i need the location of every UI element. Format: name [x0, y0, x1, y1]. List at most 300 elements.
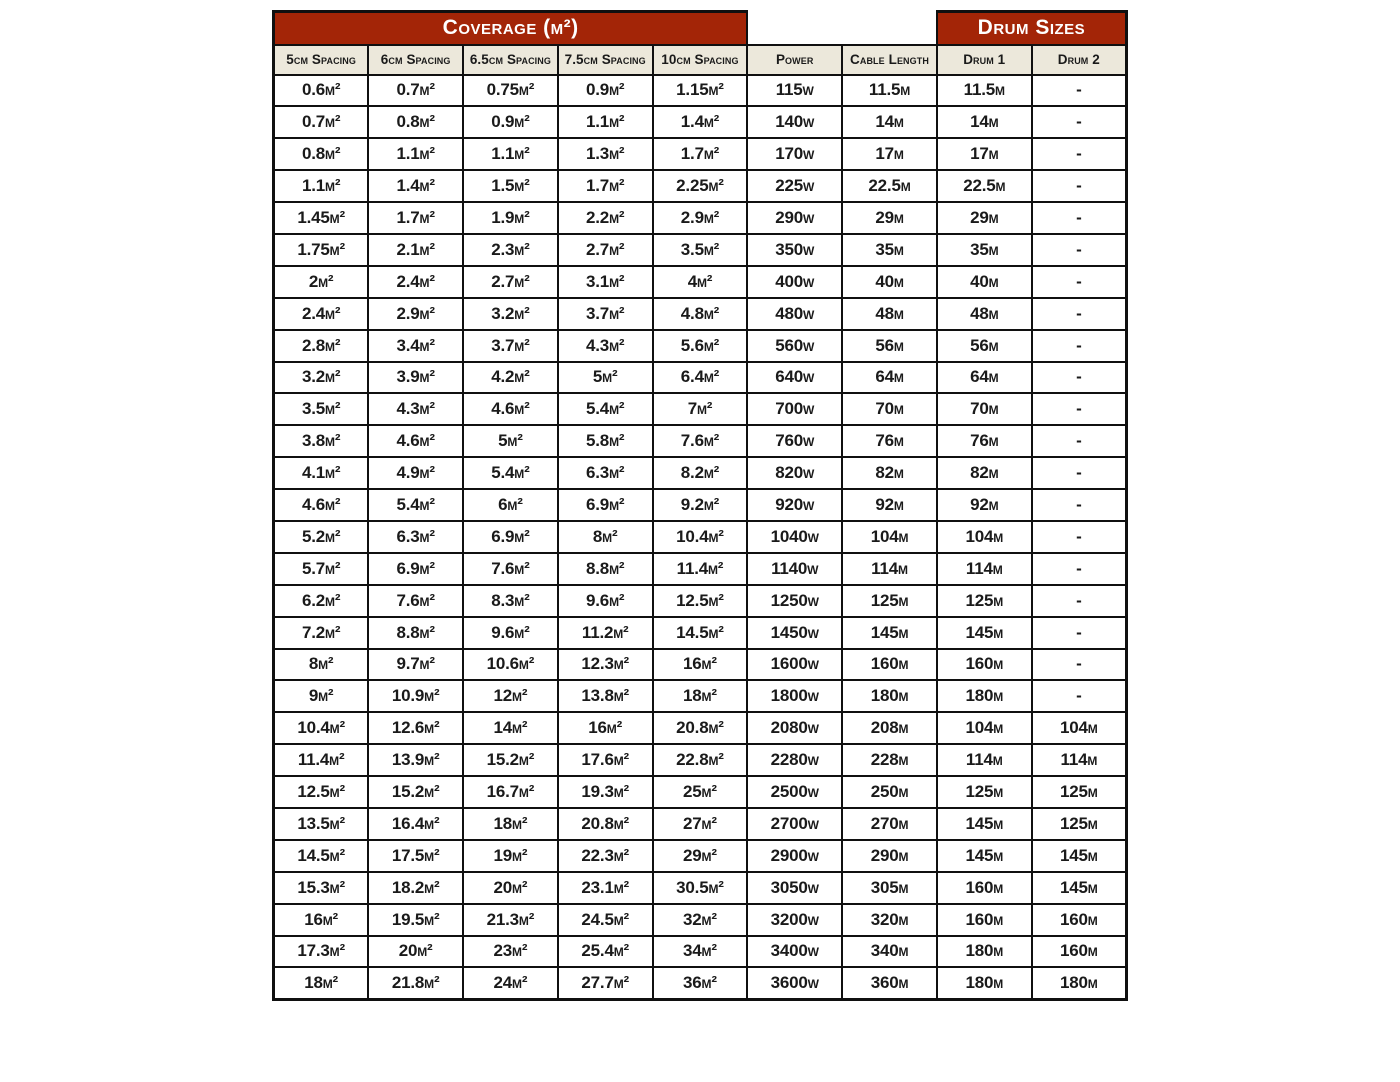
coverage-title: Coverage (m²)	[274, 12, 748, 45]
table-cell: 70m	[842, 393, 937, 425]
table-cell: 6.3m²	[558, 457, 653, 489]
table-cell: -	[1032, 425, 1127, 457]
table-cell: 4.8m²	[653, 298, 748, 330]
table-cell: 160m	[842, 649, 937, 681]
table-cell: 17.6m²	[558, 744, 653, 776]
table-cell: 1040w	[747, 521, 842, 553]
table-cell: 160m	[937, 649, 1032, 681]
table-cell: 19.5m²	[368, 904, 463, 936]
table-cell: 9.2m²	[653, 489, 748, 521]
table-row	[274, 202, 1127, 234]
table-row	[274, 967, 1127, 999]
drum-sizes-title: Drum Sizes	[937, 12, 1127, 45]
table-cell: 25m²	[653, 776, 748, 808]
table-row	[274, 776, 1127, 808]
table-cell: 2.1m²	[368, 234, 463, 266]
table-cell: -	[1032, 138, 1127, 170]
col-header-7-5cm-spacing: 7.5cm Spacing	[558, 45, 653, 75]
table-cell: 17.3m²	[274, 936, 369, 968]
table-cell: 8m²	[558, 521, 653, 553]
table-cell: 2.8m²	[274, 330, 369, 362]
table-row	[274, 553, 1127, 585]
table-cell: 1.7m²	[558, 170, 653, 202]
table-cell: 5.6m²	[653, 330, 748, 362]
coverage-spec-table	[272, 10, 1128, 1001]
table-cell: 16.7m²	[463, 776, 558, 808]
table-cell: -	[1032, 393, 1127, 425]
table-cell: 13.5m²	[274, 808, 369, 840]
table-cell: 0.9m²	[463, 106, 558, 138]
table-cell: 1600w	[747, 649, 842, 681]
table-cell: 48m	[842, 298, 937, 330]
table-cell: 56m	[842, 330, 937, 362]
table-row	[274, 680, 1127, 712]
table-cell: 17.5m²	[368, 840, 463, 872]
table-cell: 6.9m²	[558, 489, 653, 521]
table-cell: 16m²	[274, 904, 369, 936]
table-cell: 35m	[937, 234, 1032, 266]
table-cell: 14.5m²	[274, 840, 369, 872]
table-row	[274, 904, 1127, 936]
table-cell: 17m	[937, 138, 1032, 170]
table-cell: 145m	[1032, 872, 1127, 904]
table-cell: 20m²	[463, 872, 558, 904]
table-cell: 5m²	[463, 425, 558, 457]
table-cell: 36m²	[653, 967, 748, 999]
table-cell: -	[1032, 553, 1127, 585]
table-cell: 1.9m²	[463, 202, 558, 234]
table-cell: 24.5m²	[558, 904, 653, 936]
table-cell: 40m	[937, 266, 1032, 298]
table-cell: 18m²	[463, 808, 558, 840]
table-cell: 7.6m²	[368, 585, 463, 617]
table-cell: 3.5m²	[274, 393, 369, 425]
table-cell: 6.9m²	[463, 521, 558, 553]
table-cell: 8.8m²	[368, 617, 463, 649]
table-cell: 0.7m²	[274, 106, 369, 138]
table-cell: 6.3m²	[368, 521, 463, 553]
table-cell: -	[1032, 585, 1127, 617]
table-cell: 12.6m²	[368, 712, 463, 744]
table-cell: 5.4m²	[368, 489, 463, 521]
table-cell: 1.7m²	[653, 138, 748, 170]
table-cell: 92m	[937, 489, 1032, 521]
table-cell: 125m	[1032, 776, 1127, 808]
table-cell: 125m	[842, 585, 937, 617]
table-cell: 8.2m²	[653, 457, 748, 489]
table-cell: 32m²	[653, 904, 748, 936]
table-cell: 4.6m²	[368, 425, 463, 457]
table-cell: 18m²	[653, 680, 748, 712]
table-cell: 3200w	[747, 904, 842, 936]
col-header-drum-2: Drum 2	[1032, 45, 1127, 75]
table-body	[274, 75, 1127, 1000]
table-cell: 114m	[937, 553, 1032, 585]
table-cell: 114m	[1032, 744, 1127, 776]
table-cell: 208m	[842, 712, 937, 744]
table-cell: 2.4m²	[274, 298, 369, 330]
table-cell: 3.7m²	[463, 330, 558, 362]
table-cell: 20m²	[368, 936, 463, 968]
table-cell: 19.3m²	[558, 776, 653, 808]
table-cell: 23.1m²	[558, 872, 653, 904]
table-cell: 920w	[747, 489, 842, 521]
table-cell: 12.5m²	[653, 585, 748, 617]
table-cell: 3.8m²	[274, 425, 369, 457]
table-cell: 8.3m²	[463, 585, 558, 617]
table-cell: 29m	[842, 202, 937, 234]
table-cell: 115w	[747, 75, 842, 107]
table-cell: 56m	[937, 330, 1032, 362]
table-cell: 10.6m²	[463, 649, 558, 681]
table-cell: 3.5m²	[653, 234, 748, 266]
table-cell: -	[1032, 649, 1127, 681]
table-cell: 4.9m²	[368, 457, 463, 489]
table-cell: 76m	[937, 425, 1032, 457]
table-cell: 9.6m²	[558, 585, 653, 617]
table-cell: 7.2m²	[274, 617, 369, 649]
table-cell: 340m	[842, 936, 937, 968]
table-row	[274, 489, 1127, 521]
table-cell: 3.4m²	[368, 330, 463, 362]
table-cell: 0.8m²	[274, 138, 369, 170]
table-cell: 104m	[937, 712, 1032, 744]
table-cell: 1.1m²	[274, 170, 369, 202]
table-cell: 22.3m²	[558, 840, 653, 872]
table-cell: 2.2m²	[558, 202, 653, 234]
table-cell: 0.75m²	[463, 75, 558, 107]
col-header-10cm-spacing: 10cm Spacing	[653, 45, 748, 75]
table-cell: 2280w	[747, 744, 842, 776]
table-cell: -	[1032, 234, 1127, 266]
table-cell: 11.5m	[937, 75, 1032, 107]
table-cell: 400w	[747, 266, 842, 298]
table-cell: 13.9m²	[368, 744, 463, 776]
table-cell: 10.4m²	[653, 521, 748, 553]
table-cell: 64m	[842, 362, 937, 394]
table-cell: 290w	[747, 202, 842, 234]
table-cell: 4.6m²	[274, 489, 369, 521]
table-cell: 3.2m²	[463, 298, 558, 330]
table-cell: 114m	[842, 553, 937, 585]
table-cell: 1140w	[747, 553, 842, 585]
table-cell: 5.4m²	[558, 393, 653, 425]
table-cell: 8.8m²	[558, 553, 653, 585]
table-cell: 3.1m²	[558, 266, 653, 298]
table-cell: 12.3m²	[558, 649, 653, 681]
table-cell: 1.1m²	[368, 138, 463, 170]
table-cell: 1.45m²	[274, 202, 369, 234]
table-cell: 160m	[1032, 936, 1127, 968]
table-cell: 250m	[842, 776, 937, 808]
table-cell: 5.2m²	[274, 521, 369, 553]
table-cell: 104m	[842, 521, 937, 553]
table-cell: 25.4m²	[558, 936, 653, 968]
table-cell: 12m²	[463, 680, 558, 712]
table-row	[274, 234, 1127, 266]
table-cell: 21.8m²	[368, 967, 463, 999]
table-cell: 40m	[842, 266, 937, 298]
table-cell: 92m	[842, 489, 937, 521]
table-cell: -	[1032, 202, 1127, 234]
table-cell: 20.8m²	[558, 808, 653, 840]
table-cell: 2.7m²	[558, 234, 653, 266]
table-cell: 180m	[842, 680, 937, 712]
table-cell: 180m	[1032, 967, 1127, 999]
table-cell: 11.4m²	[653, 553, 748, 585]
col-header-power: Power	[747, 45, 842, 75]
table-cell: 0.9m²	[558, 75, 653, 107]
table-row	[274, 362, 1127, 394]
table-cell: -	[1032, 521, 1127, 553]
table-row	[274, 744, 1127, 776]
table-cell: 640w	[747, 362, 842, 394]
table-cell: 2.7m²	[463, 266, 558, 298]
table-cell: 0.8m²	[368, 106, 463, 138]
table-cell: 27m²	[653, 808, 748, 840]
table-row	[274, 712, 1127, 744]
table-cell: 5.7m²	[274, 553, 369, 585]
table-cell: 2m²	[274, 266, 369, 298]
table-cell: 27.7m²	[558, 967, 653, 999]
table-cell: 104m	[1032, 712, 1127, 744]
table-cell: 3050w	[747, 872, 842, 904]
table-cell: 2.4m²	[368, 266, 463, 298]
table-row	[274, 521, 1127, 553]
table-cell: 2.3m²	[463, 234, 558, 266]
table-cell: 125m	[1032, 808, 1127, 840]
table-cell: 114m	[937, 744, 1032, 776]
table-cell: 1800w	[747, 680, 842, 712]
table-cell: 4.6m²	[463, 393, 558, 425]
table-row	[274, 840, 1127, 872]
col-header-drum-1: Drum 1	[937, 45, 1032, 75]
table-cell: 14.5m²	[653, 617, 748, 649]
table-cell: 1.3m²	[558, 138, 653, 170]
table-cell: 5.4m²	[463, 457, 558, 489]
table-cell: 24m²	[463, 967, 558, 999]
table-cell: 145m	[937, 840, 1032, 872]
table-cell: 3400w	[747, 936, 842, 968]
table-cell: 2.25m²	[653, 170, 748, 202]
table-row	[274, 393, 1127, 425]
table-cell: 4.3m²	[558, 330, 653, 362]
table-cell: 30.5m²	[653, 872, 748, 904]
table-row	[274, 617, 1127, 649]
title-gap-cell	[747, 12, 937, 45]
table-row	[274, 649, 1127, 681]
table-cell: 170w	[747, 138, 842, 170]
table-cell: 9m²	[274, 680, 369, 712]
table-cell: 4m²	[653, 266, 748, 298]
table-cell: 2500w	[747, 776, 842, 808]
table-cell: -	[1032, 106, 1127, 138]
table-row	[274, 266, 1127, 298]
table-cell: 22.5m	[842, 170, 937, 202]
table-row	[274, 585, 1127, 617]
table-row	[274, 298, 1127, 330]
table-cell: 19m²	[463, 840, 558, 872]
table-cell: 160m	[1032, 904, 1127, 936]
table-cell: 23m²	[463, 936, 558, 968]
title-row	[274, 12, 1127, 45]
table-cell: -	[1032, 617, 1127, 649]
table-cell: 3600w	[747, 967, 842, 999]
col-header-6cm-spacing: 6cm Spacing	[368, 45, 463, 75]
table-cell: 10.4m²	[274, 712, 369, 744]
table-cell: 12.5m²	[274, 776, 369, 808]
table-cell: 3.7m²	[558, 298, 653, 330]
table-cell: 820w	[747, 457, 842, 489]
table-cell: 7m²	[653, 393, 748, 425]
table-cell: 70m	[937, 393, 1032, 425]
table-cell: 9.7m²	[368, 649, 463, 681]
table-cell: 11.5m	[842, 75, 937, 107]
table-row	[274, 106, 1127, 138]
table-cell: 1450w	[747, 617, 842, 649]
table-cell: 125m	[937, 776, 1032, 808]
table-cell: 320m	[842, 904, 937, 936]
table-cell: -	[1032, 362, 1127, 394]
table-cell: 16m²	[558, 712, 653, 744]
table-cell: 305m	[842, 872, 937, 904]
table-cell: 1.75m²	[274, 234, 369, 266]
table-cell: 18m²	[274, 967, 369, 999]
table-row	[274, 872, 1127, 904]
table-row	[274, 808, 1127, 840]
col-header-cable-length: Cable Length	[842, 45, 937, 75]
table-cell: 2.9m²	[653, 202, 748, 234]
table-cell: 18.2m²	[368, 872, 463, 904]
table-cell: 22.5m	[937, 170, 1032, 202]
table-cell: 1.4m²	[368, 170, 463, 202]
table-row	[274, 330, 1127, 362]
table-cell: 1.4m²	[653, 106, 748, 138]
table-cell: 290m	[842, 840, 937, 872]
table-cell: -	[1032, 298, 1127, 330]
table-cell: 76m	[842, 425, 937, 457]
table-cell: -	[1032, 170, 1127, 202]
table-cell: -	[1032, 680, 1127, 712]
table-cell: 6m²	[463, 489, 558, 521]
table-cell: 82m	[937, 457, 1032, 489]
table-cell: 1.15m²	[653, 75, 748, 107]
table-cell: 145m	[1032, 840, 1127, 872]
table-cell: 14m	[842, 106, 937, 138]
table-cell: 0.7m²	[368, 75, 463, 107]
table-cell: 14m²	[463, 712, 558, 744]
table-cell: 560w	[747, 330, 842, 362]
table-cell: 4.2m²	[463, 362, 558, 394]
table-cell: -	[1032, 266, 1127, 298]
table-cell: 64m	[937, 362, 1032, 394]
table-cell: 35m	[842, 234, 937, 266]
table-cell: 1.7m²	[368, 202, 463, 234]
table-cell: 3.2m²	[274, 362, 369, 394]
table-cell: 21.3m²	[463, 904, 558, 936]
table-cell: 7.6m²	[463, 553, 558, 585]
table-cell: 1250w	[747, 585, 842, 617]
table-row	[274, 170, 1127, 202]
table-cell: 180m	[937, 936, 1032, 968]
table-cell: 5m²	[558, 362, 653, 394]
table-cell: -	[1032, 75, 1127, 107]
table-cell: 225w	[747, 170, 842, 202]
table-cell: 2700w	[747, 808, 842, 840]
table-cell: 15.2m²	[463, 744, 558, 776]
table-cell: 11.2m²	[558, 617, 653, 649]
table-cell: 3.9m²	[368, 362, 463, 394]
table-cell: 480w	[747, 298, 842, 330]
table-cell: 160m	[937, 872, 1032, 904]
table-cell: 16m²	[653, 649, 748, 681]
table-cell: 145m	[937, 617, 1032, 649]
table-cell: 14m	[937, 106, 1032, 138]
table-cell: 360m	[842, 967, 937, 999]
table-cell: 6.4m²	[653, 362, 748, 394]
table-cell: 6.9m²	[368, 553, 463, 585]
table-cell: 5.8m²	[558, 425, 653, 457]
table-cell: 350w	[747, 234, 842, 266]
table-cell: 8m²	[274, 649, 369, 681]
table-cell: 48m	[937, 298, 1032, 330]
table-cell: 16.4m²	[368, 808, 463, 840]
table-cell: 1.5m²	[463, 170, 558, 202]
table-cell: 0.6m²	[274, 75, 369, 107]
column-header-row	[274, 45, 1127, 75]
table-row	[274, 75, 1127, 107]
table-cell: 29m	[937, 202, 1032, 234]
table-cell: 7.6m²	[653, 425, 748, 457]
table-row	[274, 425, 1127, 457]
table-cell: 104m	[937, 521, 1032, 553]
table-cell: 125m	[937, 585, 1032, 617]
table-cell: 9.6m²	[463, 617, 558, 649]
table-cell: 29m²	[653, 840, 748, 872]
table-cell: 11.4m²	[274, 744, 369, 776]
table-cell: 10.9m²	[368, 680, 463, 712]
table-cell: 82m	[842, 457, 937, 489]
table-cell: 270m	[842, 808, 937, 840]
table-cell: 2.9m²	[368, 298, 463, 330]
table-cell: 4.1m²	[274, 457, 369, 489]
table-cell: 34m²	[653, 936, 748, 968]
table-cell: 180m	[937, 680, 1032, 712]
table-cell: 17m	[842, 138, 937, 170]
table-cell: -	[1032, 330, 1127, 362]
table-cell: 1.1m²	[558, 106, 653, 138]
table-cell: 2080w	[747, 712, 842, 744]
table-row	[274, 936, 1127, 968]
table-cell: 2900w	[747, 840, 842, 872]
table-cell: 145m	[842, 617, 937, 649]
table-cell: 1.1m²	[463, 138, 558, 170]
table-cell: 6.2m²	[274, 585, 369, 617]
table-cell: 700w	[747, 393, 842, 425]
table-cell: 160m	[937, 904, 1032, 936]
col-header-5cm-spacing: 5cm Spacing	[274, 45, 369, 75]
table-cell: -	[1032, 489, 1127, 521]
table-cell: 15.3m²	[274, 872, 369, 904]
col-header-6-5cm-spacing: 6.5cm Spacing	[463, 45, 558, 75]
table-cell: 4.3m²	[368, 393, 463, 425]
table-cell: 760w	[747, 425, 842, 457]
table-cell: 20.8m²	[653, 712, 748, 744]
table-cell: 15.2m²	[368, 776, 463, 808]
table-row	[274, 457, 1127, 489]
table-cell: 13.8m²	[558, 680, 653, 712]
table-row	[274, 138, 1127, 170]
